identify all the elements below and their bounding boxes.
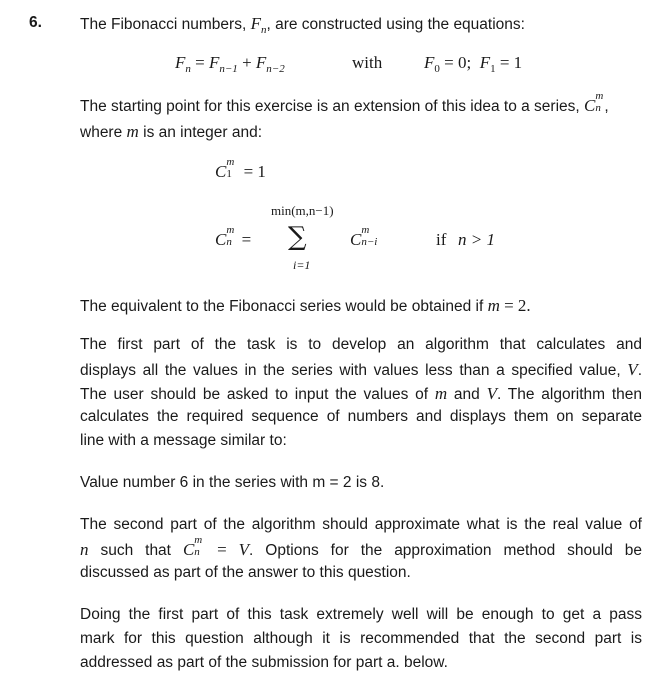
summation-upper-limit: min(m,n−1) [271, 203, 334, 218]
equation-with-keyword: with [352, 53, 383, 72]
paragraph-second-part-line2: n such that C m n = V. Options for the approximation method should be [80, 534, 643, 559]
series-base-case-equation: C m 1 = 1 [215, 156, 266, 181]
paragraph-pass-mark-line1: Doing the first part of this task extremely well will be enough to get a pass [80, 606, 642, 623]
paragraph-first-part-line4: calculates the required sequence of numbers and displays them on separate [80, 408, 642, 425]
paragraph-first-part-line5: line with a message similar to: [80, 432, 287, 449]
example-output-message: Value number 6 in the series with m = 2 is 8. [80, 474, 385, 491]
series-recurrence-lhs: C m n = [215, 224, 252, 249]
recurrence-condition: n > 1 [458, 230, 495, 249]
paragraph-pass-mark-line2: mark for this question although it is recommended that the second part is [80, 630, 642, 647]
paragraph-first-part-line2: displays all the values in the series with values less than a specified value, V. [80, 360, 642, 379]
paragraph-series-intro-line2: where m is an integer and: [80, 122, 263, 141]
summation-sigma-icon: ∑ [288, 222, 307, 252]
recurrence-condition-if: if [436, 230, 447, 249]
paragraph-second-part-line1: The second part of the algorithm should approximate what is the real value of [80, 516, 642, 533]
paragraph-pass-mark-line3: addressed as part of the submission for part a. below. [80, 654, 448, 671]
fibonacci-initial-conditions: $F_0 = 0$; $F_1 = 1$ [424, 53, 523, 75]
summation-term: C m n−i [350, 224, 378, 249]
paragraph-first-part-line1: The first part of the task is to develop an algorithm that calculates and [80, 336, 642, 353]
paragraph-second-part-line3: discussed as part of the answer to this question. [80, 564, 411, 581]
paragraph-series-intro-line1: The starting point for this exercise is an extension of this idea to a series, C m n , [80, 90, 609, 115]
summation-lower-limit: i=1 [293, 258, 311, 272]
paragraph-first-part-line3: The user should be asked to input the values of m and V. The algorithm then [80, 384, 642, 403]
fibonacci-recurrence-equation: $F_n = F_{n-1} + F_{n-2}$ [175, 53, 285, 75]
question-intro: The Fibonacci numbers, $F_n$, are constructed using the equations: [80, 14, 525, 36]
question-number: 6. [29, 14, 42, 31]
paragraph-fibonacci-equivalent: The equivalent to the Fibonacci series would be obtained if m = 2. [80, 296, 531, 315]
